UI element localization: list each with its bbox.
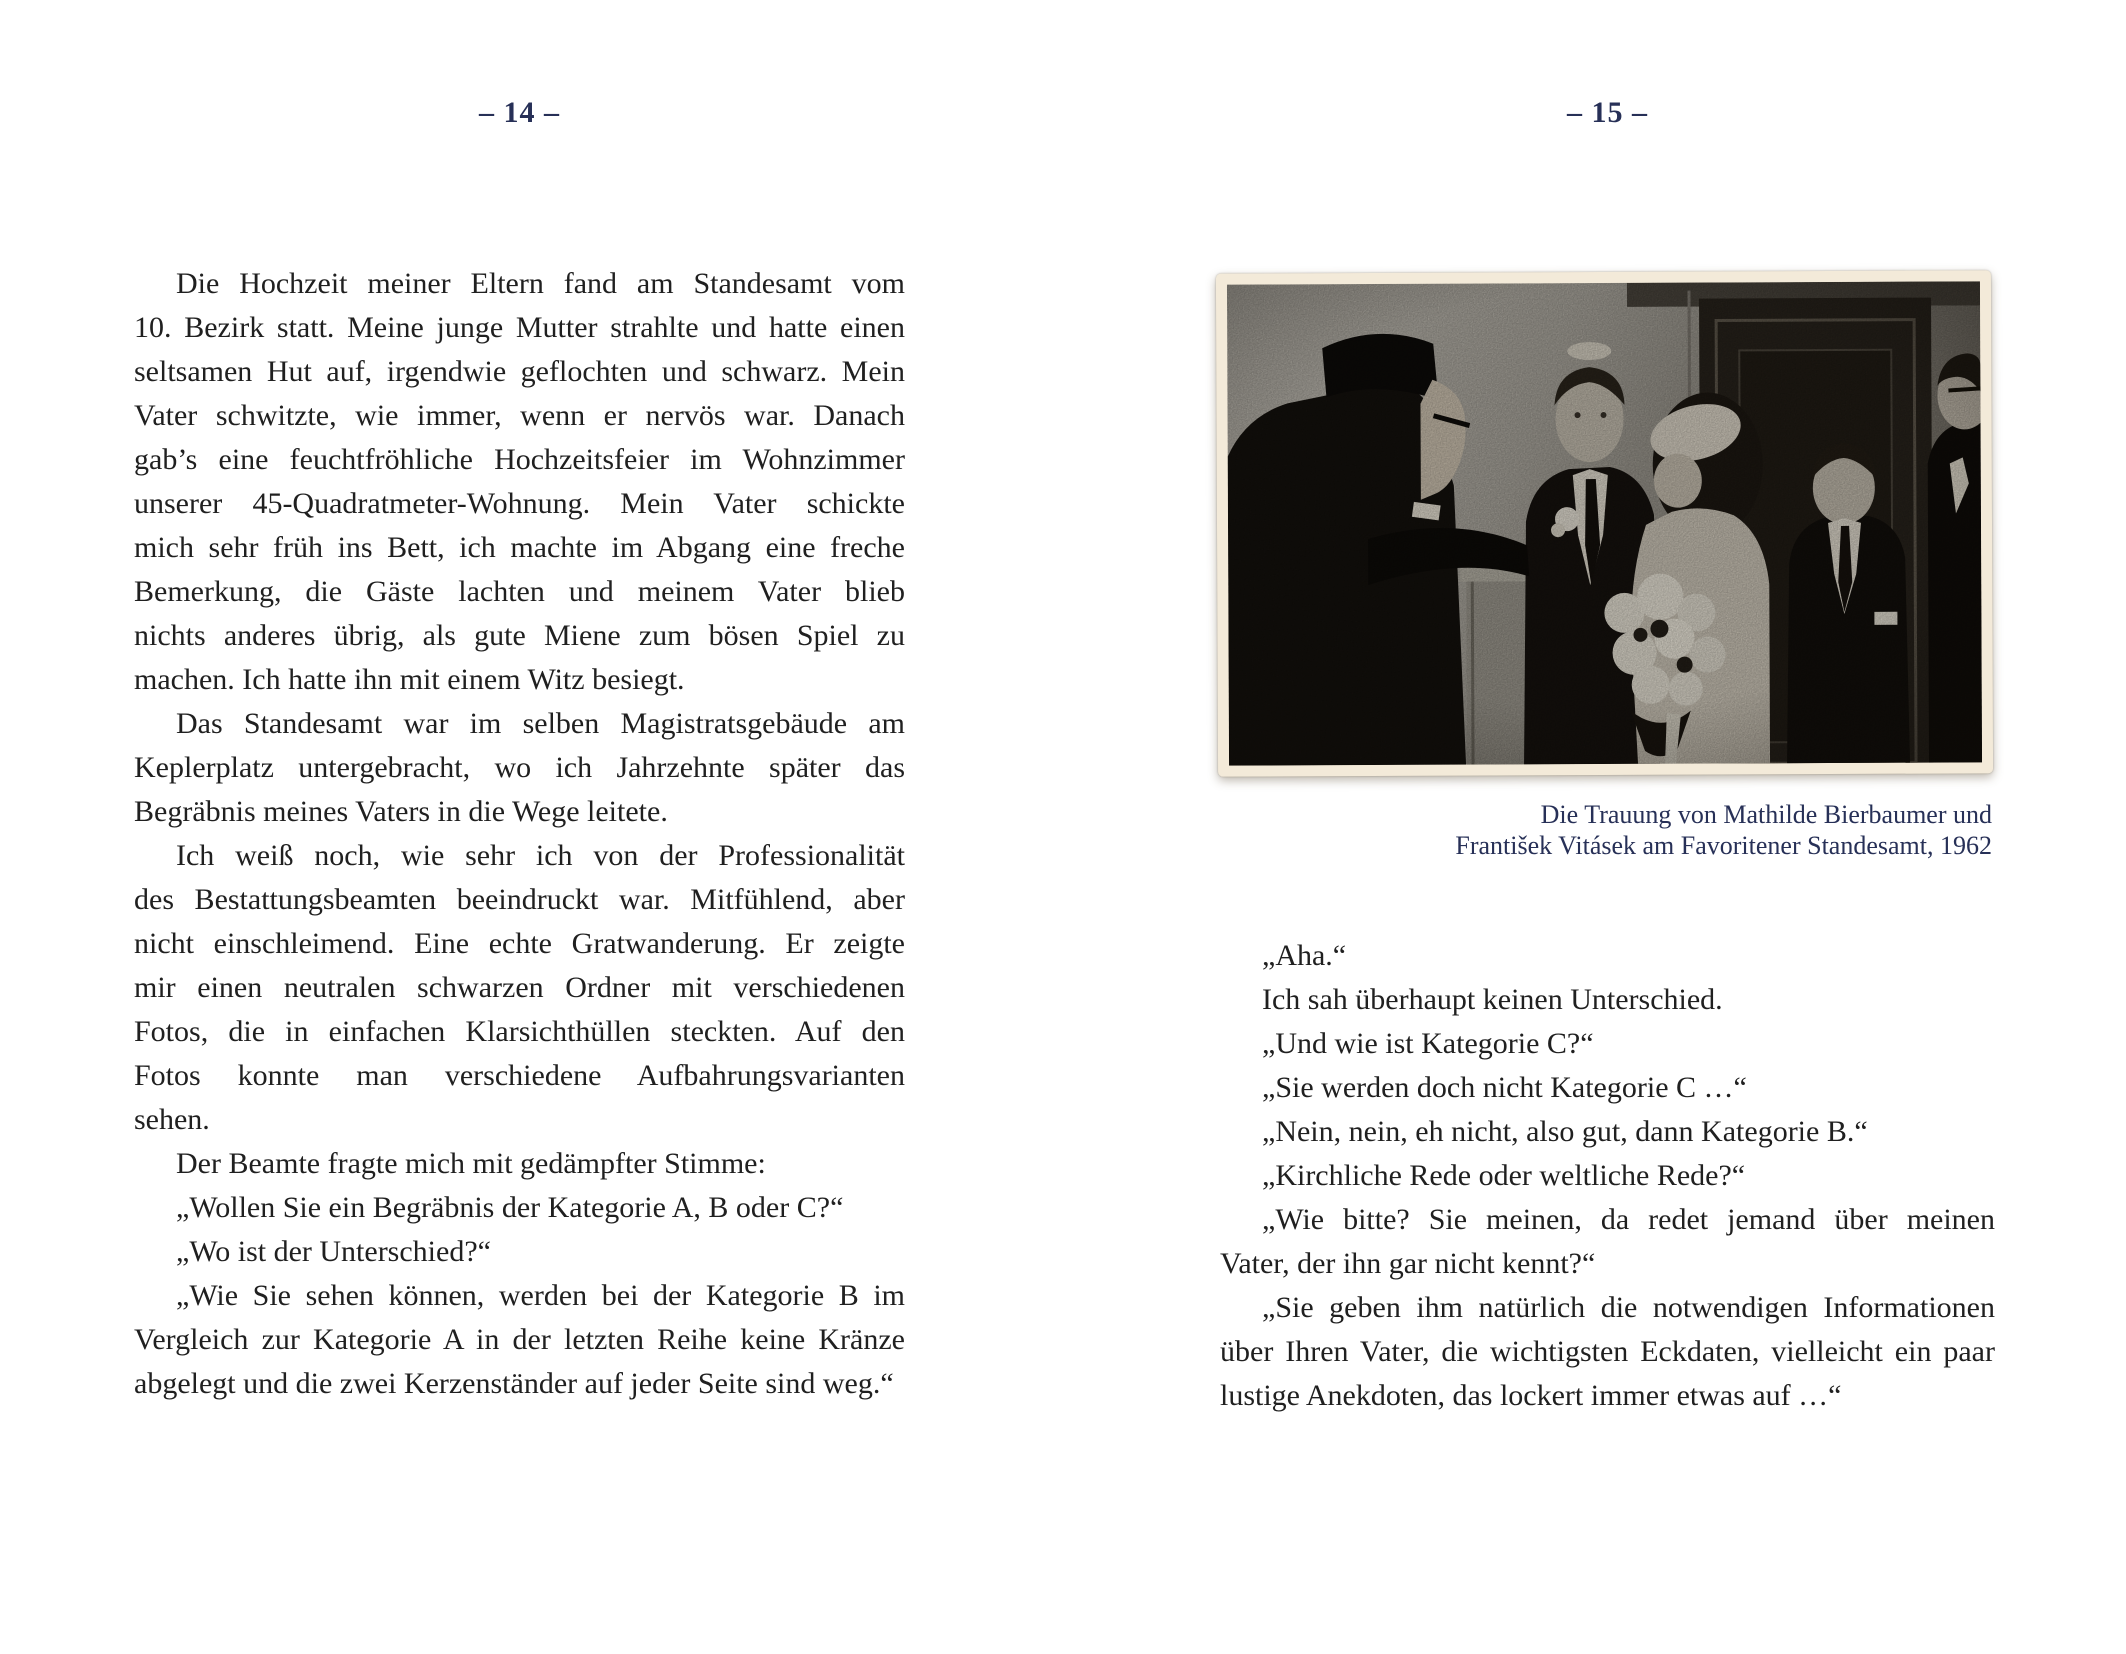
text-line: sehen. (134, 1103, 210, 1136)
paragraph (1220, 1022, 1995, 1066)
paragraph (134, 1186, 905, 1230)
text-line: Keplerplatz untergebracht, wo ich Jahrzehnte später das (134, 751, 905, 784)
text-line: machen. Ich hatte ihn mit einem Witz besiegt. (134, 663, 685, 696)
text-line: lustige Anekdoten, das lockert immer etwas auf …“ (1220, 1379, 1842, 1412)
text-line: mir einen neutralen schwarzen Ordner mit verschiedenen (134, 971, 905, 1004)
text-line: „Sie werden doch nicht Kategorie C …“ (1262, 1071, 1747, 1104)
text-line: Bemerkung, die Gäste lachten und meinem Vater blieb (134, 575, 905, 608)
text-line: 10. Bezirk statt. Meine junge Mutter strahlte und hatte einen (134, 311, 905, 344)
right-page-text (1220, 934, 1995, 1418)
text-line: unserer 45-Quadratmeter-Wohnung. Mein Vater schickte (134, 487, 905, 520)
text-line: Begräbnis meines Vaters in die Wege leitete. (134, 795, 668, 828)
text-line: „Wie bitte? Sie meinen, da redet jemand über meinen (1262, 1203, 1995, 1236)
text-line: mich sehr früh ins Bett, ich machte im Abgang eine freche (134, 531, 905, 564)
page-number-right: – 15 – (1567, 96, 1648, 129)
paragraph (1220, 978, 1995, 1022)
text-line: Fotos, die in einfachen Klarsichthüllen steckten. Auf den (134, 1015, 905, 1048)
text-line: Fotos konnte man verschiedene Aufbahrungsvarianten (134, 1059, 905, 1092)
paragraph (1220, 1198, 1995, 1286)
photo-caption-line: Die Trauung von Mathilde Bierbaumer und (1540, 800, 1992, 829)
paragraph (134, 702, 905, 834)
photo-vignette (1227, 281, 1982, 765)
text-line: Vater schwitzte, wie immer, wenn er nervös war. Danach (134, 399, 905, 432)
text-line: „Wollen Sie ein Begräbnis der Kategorie A, B oder C?“ (176, 1191, 844, 1224)
text-line: seltsamen Hut auf, irgendwie geflochten und schwarz. Mein (134, 355, 905, 388)
text-line: „Nein, nein, eh nicht, also gut, dann Kategorie B.“ (1262, 1115, 1868, 1148)
text-line: nicht einschleimend. Eine echte Gratwanderung. Er zeigte (134, 927, 905, 960)
paragraph (134, 1230, 905, 1274)
text-line: Vater, der ihn gar nicht kennt?“ (1220, 1247, 1596, 1280)
photo-caption (1220, 799, 1992, 861)
text-line: über Ihren Vater, die wichtigsten Eckdaten, vielleicht ein paar (1220, 1335, 1995, 1368)
wedding-photo (1216, 270, 1993, 776)
text-line: „Wie Sie sehen können, werden bei der Kategorie B im (176, 1279, 905, 1312)
text-line: „Und wie ist Kategorie C?“ (1262, 1027, 1594, 1060)
text-line: „Aha.“ (1262, 939, 1347, 972)
text-line: Die Hochzeit meiner Eltern fand am Standesamt vom (176, 267, 905, 300)
paragraph (1220, 934, 1995, 978)
text-line: Ich weiß noch, wie sehr ich von der Professionalität (176, 839, 905, 872)
text-line: gab’s eine feuchtfröhliche Hochzeitsfeier im Wohnzimmer (134, 443, 905, 476)
paragraph (134, 262, 905, 702)
text-line: „Kirchliche Rede oder weltliche Rede?“ (1262, 1159, 1746, 1192)
left-page-text (134, 262, 905, 1406)
text-line: nichts anderes übrig, als gute Miene zum bösen Spiel zu (134, 619, 905, 652)
paragraph (1220, 1066, 1995, 1110)
photo-caption-line: František Vitásek am Favoritener Standesamt, 1962 (1455, 831, 1992, 860)
text-line: „Sie geben ihm natürlich die notwendigen Informationen (1262, 1291, 1995, 1324)
paragraph (1220, 1154, 1995, 1198)
text-line: Das Standesamt war im selben Magistratsgebäude am (176, 707, 905, 740)
text-line: Ich sah überhaupt keinen Unterschied. (1262, 983, 1723, 1016)
paragraph (134, 834, 905, 1142)
paragraph (1220, 1110, 1995, 1154)
text-line: abgelegt und die zwei Kerzenständer auf jeder Seite sind weg.“ (134, 1367, 894, 1400)
wedding-photo-illustration (1227, 281, 1982, 765)
text-line: „Wo ist der Unterschied?“ (176, 1235, 491, 1268)
paragraph (134, 1274, 905, 1406)
page-number-left: – 14 – (479, 96, 560, 129)
text-line: des Bestattungsbeamten beeindruckt war. Mitfühlend, aber (134, 883, 905, 916)
text-line: Der Beamte fragte mich mit gedämpfter Stimme: (176, 1147, 766, 1180)
paragraph (1220, 1286, 1995, 1418)
text-line: Vergleich zur Kategorie A in der letzten Reihe keine Kränze (134, 1323, 905, 1356)
paragraph (134, 1142, 905, 1186)
